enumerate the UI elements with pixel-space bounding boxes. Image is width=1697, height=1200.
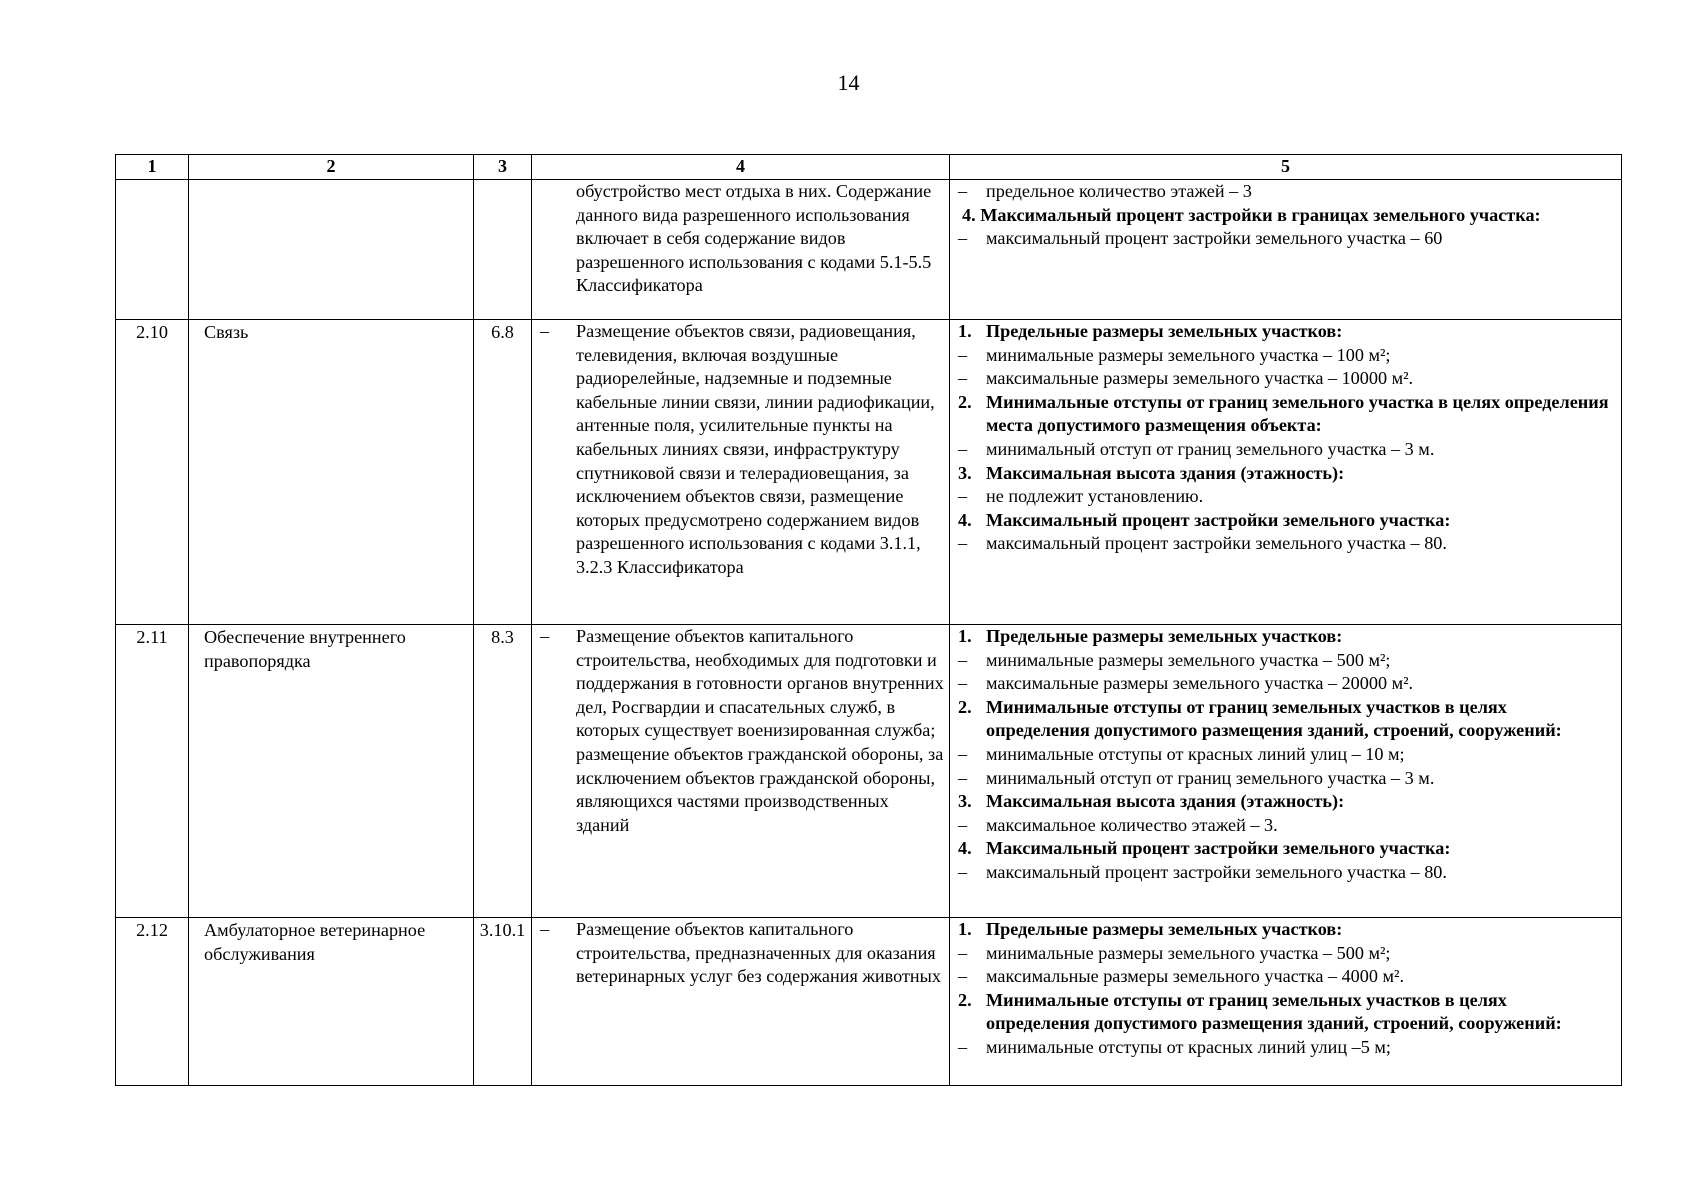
parameter-item [958, 485, 1615, 509]
header-col-5: 5 [950, 155, 1622, 180]
parameter-item [958, 438, 1615, 462]
parameter-marker: 4. [958, 838, 972, 859]
description-dash: – [540, 321, 550, 341]
header-col-2: 2 [189, 155, 474, 180]
parameters-cell [950, 625, 1622, 918]
parameter-text: Предельные размеры земельных участков: [986, 919, 1343, 939]
parameter-item [958, 180, 1615, 204]
parameter-marker: 1. [958, 626, 972, 646]
parameter-item [958, 1036, 1615, 1060]
parameter-text: Минимальные отступы от границ земельного участка в целях определения места допустимого размещения объекта: [986, 391, 1609, 436]
parameters-cell [950, 918, 1622, 1086]
parameter-text: максимальные размеры земельного участка – 4000 м². [986, 966, 1405, 987]
parameter-text: максимальный процент застройки земельного участка – 60 [986, 228, 1443, 249]
parameter-text: минимальные размеры земельного участка – 100 м²; [986, 344, 1391, 365]
parameter-item [958, 649, 1615, 673]
table-row [116, 625, 1622, 918]
parameter-marker: 4. [958, 509, 972, 530]
parameter-text: не подлежит установлению. [986, 486, 1204, 507]
parameter-item [958, 227, 1615, 251]
parameter-heading [958, 462, 1615, 486]
parameter-item [958, 942, 1615, 966]
use-type-name: Обеспечение внутреннего правопорядка [189, 625, 474, 918]
description-text: Размещение объектов капитального строительства, необходимых для подготовки и поддержания в готовности органов внутренних дел, Росгвардии и спасательных служб, в которых существует военизированная служба; размещение объектов гражданской обороны, за исключением объектов гражданской обороны, являющихся частями производственных зданий [576, 626, 944, 835]
parameter-heading [958, 696, 1615, 743]
parameter-text: минимальные размеры земельного участка – 500 м²; [986, 649, 1391, 670]
parameter-item [958, 861, 1615, 885]
parameter-marker: 3. [958, 462, 972, 483]
parameter-marker: – [958, 486, 968, 507]
parameter-item [958, 367, 1615, 391]
parameter-text: максимальные размеры земельного участка – 20000 м². [986, 673, 1414, 694]
parameter-marker: 1. [958, 321, 972, 341]
parameter-item [958, 767, 1615, 791]
description-dash [540, 180, 576, 298]
parameter-text: минимальный отступ от границ земельного участка – 3 м. [986, 767, 1435, 788]
page-number: 14 [837, 70, 860, 95]
use-type-description [532, 918, 950, 1086]
parameter-text: Предельные размеры земельных участков: [986, 626, 1343, 646]
parameter-heading [958, 989, 1615, 1036]
parameter-text: минимальный отступ от границ земельного участка – 3 м. [986, 438, 1435, 459]
parameter-marker: 1. [958, 919, 972, 939]
parameter-marker: – [958, 228, 968, 249]
parameter-marker: – [958, 181, 968, 201]
parameter-marker: – [958, 966, 968, 987]
parameter-marker: 2. [958, 391, 972, 412]
parameter-text: предельное количество этажей – 3 [986, 181, 1252, 201]
zoning-table [115, 154, 1622, 1086]
parameter-marker: – [958, 673, 968, 694]
description-text: Размещение объектов связи, радиовещания, телевидения, включая воздушные радиорелейные, надземные и подземные кабельные линии связи, линии радиофикации, антенные поля, усилительные пункты на кабельных линиях связи, инфраструктуру спутниковой связи и телерадиовещания, за исключением объектов связи, размещение которых предусмотрено содержанием видов разрешенного использования с кодами 3.1.1, 3.2.3 Классификатора [576, 321, 935, 577]
parameters-cell [950, 320, 1622, 625]
parameter-heading [958, 918, 1615, 942]
parameter-text: максимальное количество этажей – 3. [986, 814, 1278, 835]
parameter-heading [958, 625, 1615, 649]
parameter-item [958, 532, 1615, 556]
table-row [116, 320, 1622, 625]
row-number: 2.11 [116, 625, 189, 918]
parameter-heading [958, 204, 1615, 228]
description-text: Размещение объектов капитального строительства, предназначенных для оказания ветеринарных услуг без содержания животных [576, 919, 941, 987]
use-type-name: Амбулаторное ветеринарное обслуживания [189, 918, 474, 1086]
parameter-heading [958, 837, 1615, 861]
parameter-marker: – [958, 814, 968, 835]
parameter-marker: – [958, 743, 968, 764]
table-row [116, 180, 1622, 320]
parameter-text: Минимальные отступы от границ земельных участков в целях определения допустимого размещения зданий, строений, сооружений: [986, 989, 1562, 1034]
parameter-text: максимальный процент застройки земельного участка – 80. [986, 861, 1447, 882]
header-col-1: 1 [116, 155, 189, 180]
parameter-item [958, 344, 1615, 368]
parameter-marker: – [958, 438, 968, 459]
parameter-marker: – [958, 344, 968, 365]
description-dash: – [540, 626, 550, 646]
parameter-text: 4. Максимальный процент застройки в границах земельного участка: [962, 204, 1541, 225]
parameter-marker: – [958, 533, 968, 554]
parameter-item [958, 814, 1615, 838]
parameter-text: Предельные размеры земельных участков: [986, 321, 1343, 341]
use-type-name [189, 180, 474, 320]
row-number [116, 180, 189, 320]
use-type-description [532, 180, 950, 320]
parameter-text: минимальные отступы от красных линий улиц –5 м; [986, 1036, 1391, 1057]
parameter-marker: 2. [958, 989, 972, 1010]
use-type-description [532, 320, 950, 625]
header-col-4: 4 [532, 155, 950, 180]
parameter-text: Минимальные отступы от границ земельных участков в целях определения допустимого размещения зданий, строений, сооружений: [986, 696, 1562, 741]
parameter-heading [958, 509, 1615, 533]
parameter-marker: – [958, 942, 968, 963]
parameter-marker: – [958, 767, 968, 788]
description-text: обустройство мест отдыха в них. Содержание данного вида разрешенного использования включает в себя содержание видов разрешенного использования с кодами 5.1-5.5 Классификатора [576, 181, 932, 296]
parameter-text: максимальный процент застройки земельного участка – 80. [986, 533, 1447, 554]
use-type-description [532, 625, 950, 918]
use-type-code: 3.10.1 [474, 918, 532, 1086]
header-row [116, 155, 1622, 180]
parameter-text: Максимальный процент застройки земельного участка: [986, 838, 1451, 859]
use-type-code: 8.3 [474, 625, 532, 918]
parameter-item [958, 743, 1615, 767]
table-row [116, 918, 1622, 1086]
parameter-marker: – [958, 649, 968, 670]
parameter-text: минимальные отступы от красных линий улиц – 10 м; [986, 743, 1405, 764]
row-number: 2.12 [116, 918, 189, 1086]
parameter-heading [958, 320, 1615, 344]
parameter-text: Максимальная высота здания (этажность): [986, 791, 1345, 812]
use-type-code: 6.8 [474, 320, 532, 625]
use-type-name: Связь [189, 320, 474, 625]
parameter-text: минимальные размеры земельного участка – 500 м²; [986, 942, 1391, 963]
parameter-marker: – [958, 368, 968, 389]
parameter-marker: 3. [958, 791, 972, 812]
parameter-text: Максимальная высота здания (этажность): [986, 462, 1345, 483]
parameter-heading [958, 790, 1615, 814]
parameters-cell [950, 180, 1622, 320]
description-dash: – [540, 919, 550, 939]
use-type-code [474, 180, 532, 320]
header-col-3: 3 [474, 155, 532, 180]
parameter-text: максимальные размеры земельного участка – 10000 м². [986, 368, 1414, 389]
parameter-item [958, 965, 1615, 989]
parameter-heading [958, 391, 1615, 438]
parameter-item [958, 672, 1615, 696]
parameter-text: Максимальный процент застройки земельного участка: [986, 509, 1451, 530]
row-number: 2.10 [116, 320, 189, 625]
parameter-marker: – [958, 861, 968, 882]
parameter-marker: 2. [958, 696, 972, 717]
parameter-marker: – [958, 1036, 968, 1057]
